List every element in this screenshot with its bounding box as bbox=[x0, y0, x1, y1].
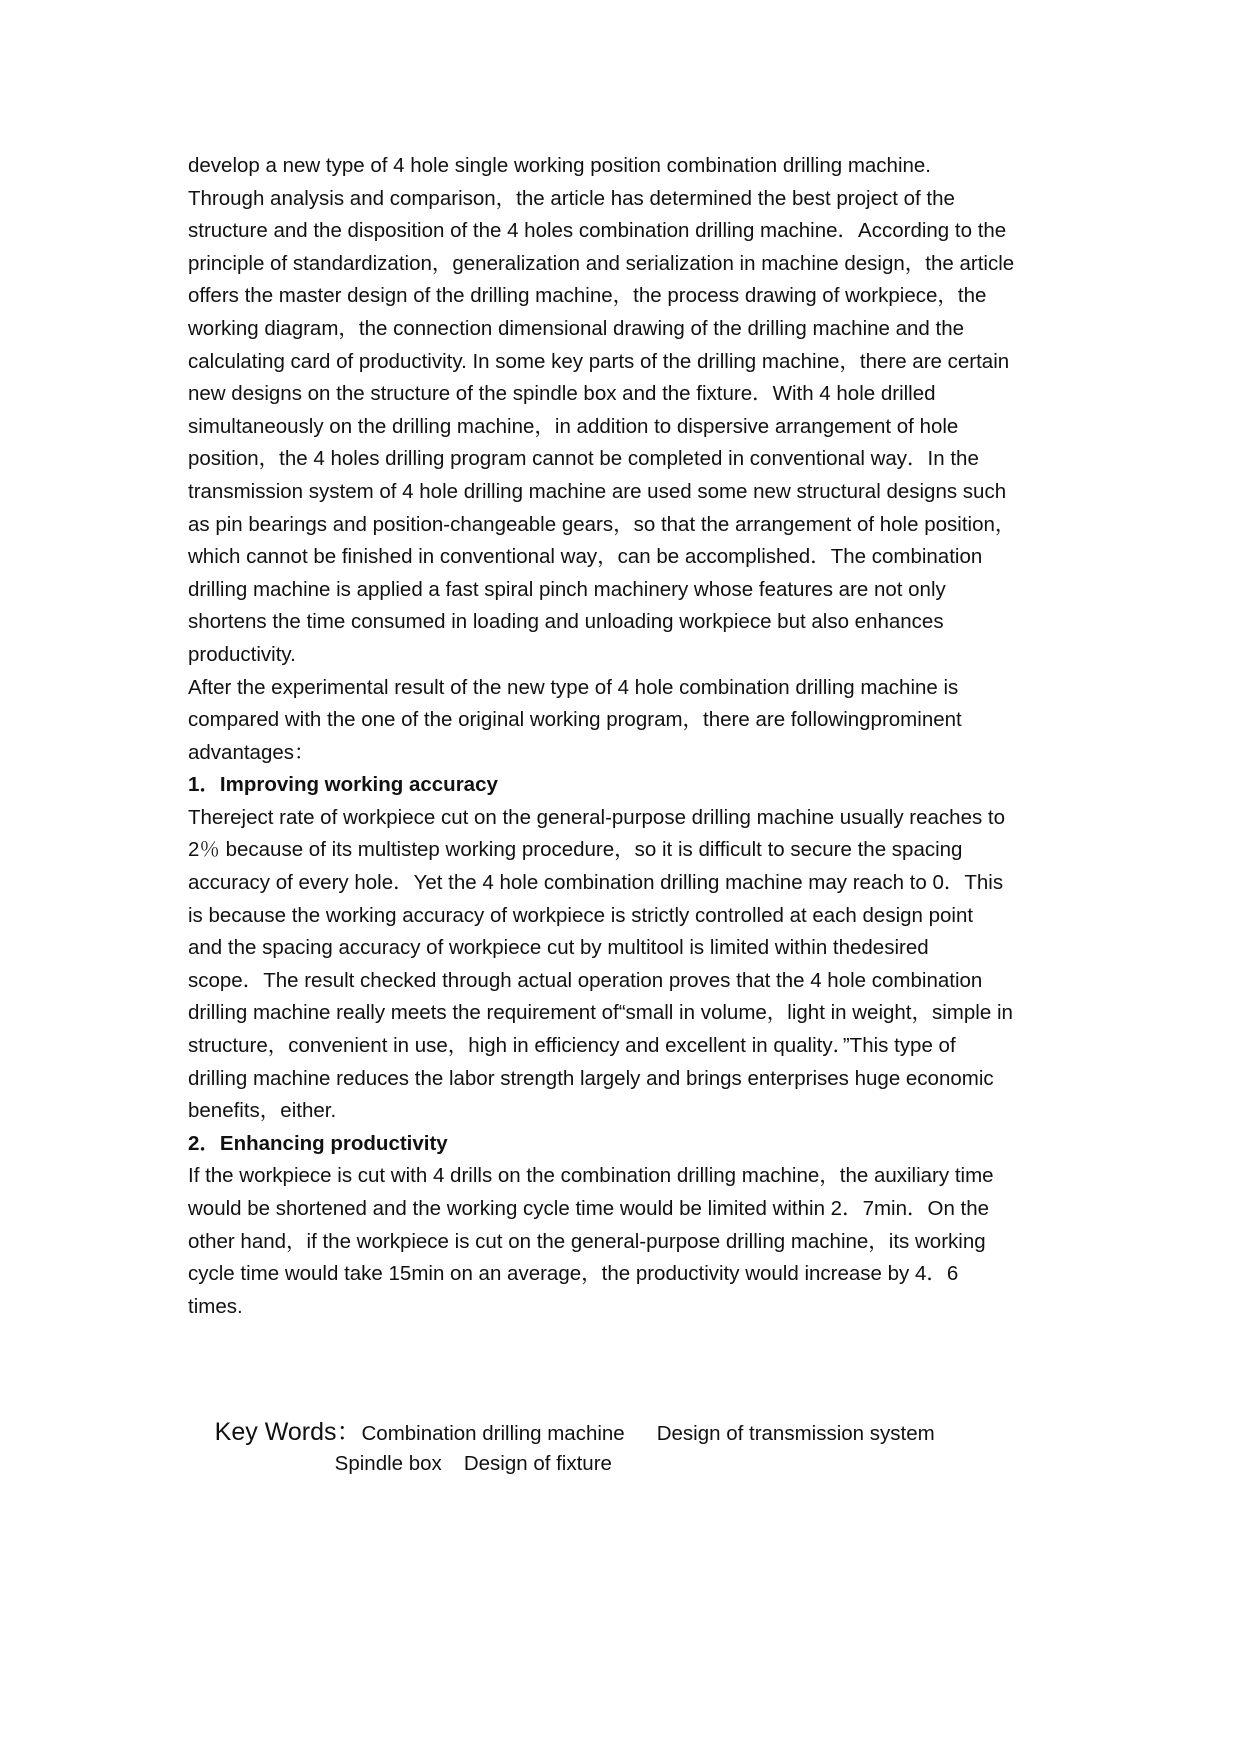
paragraph-line: is because the working accuracy of workpiece is strictly controlled at each design point bbox=[188, 903, 974, 927]
paragraph-line: advantages： bbox=[188, 740, 315, 764]
paragraph-line: After the experimental result of the new type of 4 hole combination drilling machine is bbox=[188, 675, 959, 699]
paragraph-line: scope．The result checked through actual operation proves that the 4 hole combination bbox=[188, 968, 983, 992]
paragraph-line: accuracy of every hole．Yet the 4 hole combination drilling machine may reach to 0．This bbox=[188, 871, 1004, 895]
paragraph-line: drilling machine is applied a fast spiral pinch machinery whose features are not only bbox=[188, 577, 946, 601]
keywords-label: Key Words： bbox=[214, 1418, 362, 1446]
keyword-item: Combination drilling machine bbox=[361, 1422, 625, 1445]
section-heading-accuracy: 1．Improving working accuracy bbox=[188, 773, 498, 797]
paragraph-line: position，the 4 holes drilling program cannot be completed in conventional way．In the bbox=[188, 447, 979, 471]
paragraph-line: structure，convenient in use，high in efficiency and excellent in quality．”This type of bbox=[188, 1034, 956, 1058]
paragraph-line: cycle time would take 15min on an average，the productivity would increase by 4．6 bbox=[188, 1262, 959, 1286]
paragraph-line: compared with the one of the original working program，there are followingprominent bbox=[188, 708, 962, 732]
paragraph-line: productivity. bbox=[188, 642, 296, 666]
paragraph-line: Thereject rate of workpiece cut on the general-purpose drilling machine usually reaches to bbox=[188, 805, 1006, 829]
paragraph-line: simultaneously on the drilling machine，in addition to dispersive arrangement of hole bbox=[188, 414, 959, 438]
paragraph-line: times. bbox=[188, 1294, 243, 1318]
keywords-row-1 bbox=[188, 1384, 1088, 1446]
paragraph-line: benefits，either. bbox=[188, 1099, 337, 1123]
abstract-body bbox=[188, 150, 1068, 1323]
keyword-item: Spindle box bbox=[334, 1452, 442, 1475]
paragraph-line: new designs on the structure of the spindle box and the fixture．With 4 hole drilled bbox=[188, 382, 936, 406]
paragraph-line: offers the master design of the drilling machine，the process drawing of workpiece，the bbox=[188, 284, 987, 308]
paragraph-line: shortens the time consumed in loading and unloading workpiece but also enhances bbox=[188, 610, 944, 634]
paragraph-line: and the spacing accuracy of workpiece cut by multitool is limited within thedesired bbox=[188, 936, 929, 960]
paragraph-line: would be shortened and the working cycle time would be limited within 2．7min．On the bbox=[188, 1197, 990, 1220]
paragraph-line: which cannot be finished in conventional way，can be accomplished．The combination bbox=[188, 545, 983, 569]
paragraph-line: transmission system of 4 hole drilling machine are used some new structural designs such bbox=[188, 479, 1007, 503]
section-heading-productivity: 2．Enhancing productivity bbox=[188, 1131, 448, 1155]
paragraph-line: principle of standardization，generalization and serialization in machine design，the article bbox=[188, 251, 1015, 275]
paragraph-line: other hand，if the workpiece is cut on the general-purpose drilling machine，its working bbox=[188, 1229, 986, 1253]
paragraph-line: drilling machine reduces the labor strength largely and brings enterprises huge economic bbox=[188, 1066, 994, 1090]
keywords-block bbox=[188, 1384, 1088, 1475]
paragraph-line: 2％ because of its multistep working procedure，so it is difficult to secure the spacing bbox=[188, 838, 963, 862]
paragraph-line: Through analysis and comparison，the article has determined the best project of the bbox=[188, 186, 955, 210]
paragraph-line: If the workpiece is cut with 4 drills on the combination drilling machine，the auxiliary time bbox=[188, 1164, 994, 1188]
paragraph-line: calculating card of productivity. In some key parts of the drilling machine，there are certain bbox=[188, 349, 1010, 373]
keyword-item: Design of fixture bbox=[463, 1452, 612, 1475]
paragraph-line: drilling machine really meets the requirement of“small in volume，light in weight，simple in bbox=[188, 1001, 1013, 1025]
paragraph-line: as pin bearings and position-changeable gears，so that the arrangement of hole position， bbox=[188, 512, 1016, 536]
paragraph-line: structure and the disposition of the 4 holes combination drilling machine．According to the bbox=[188, 219, 1007, 243]
paragraph-line: develop a new type of 4 hole single working position combination drilling machine. bbox=[188, 154, 931, 177]
paragraph-line: working diagram，the connection dimensional drawing of the drilling machine and the bbox=[188, 316, 965, 340]
keyword-item: Design of transmission system bbox=[656, 1422, 935, 1445]
